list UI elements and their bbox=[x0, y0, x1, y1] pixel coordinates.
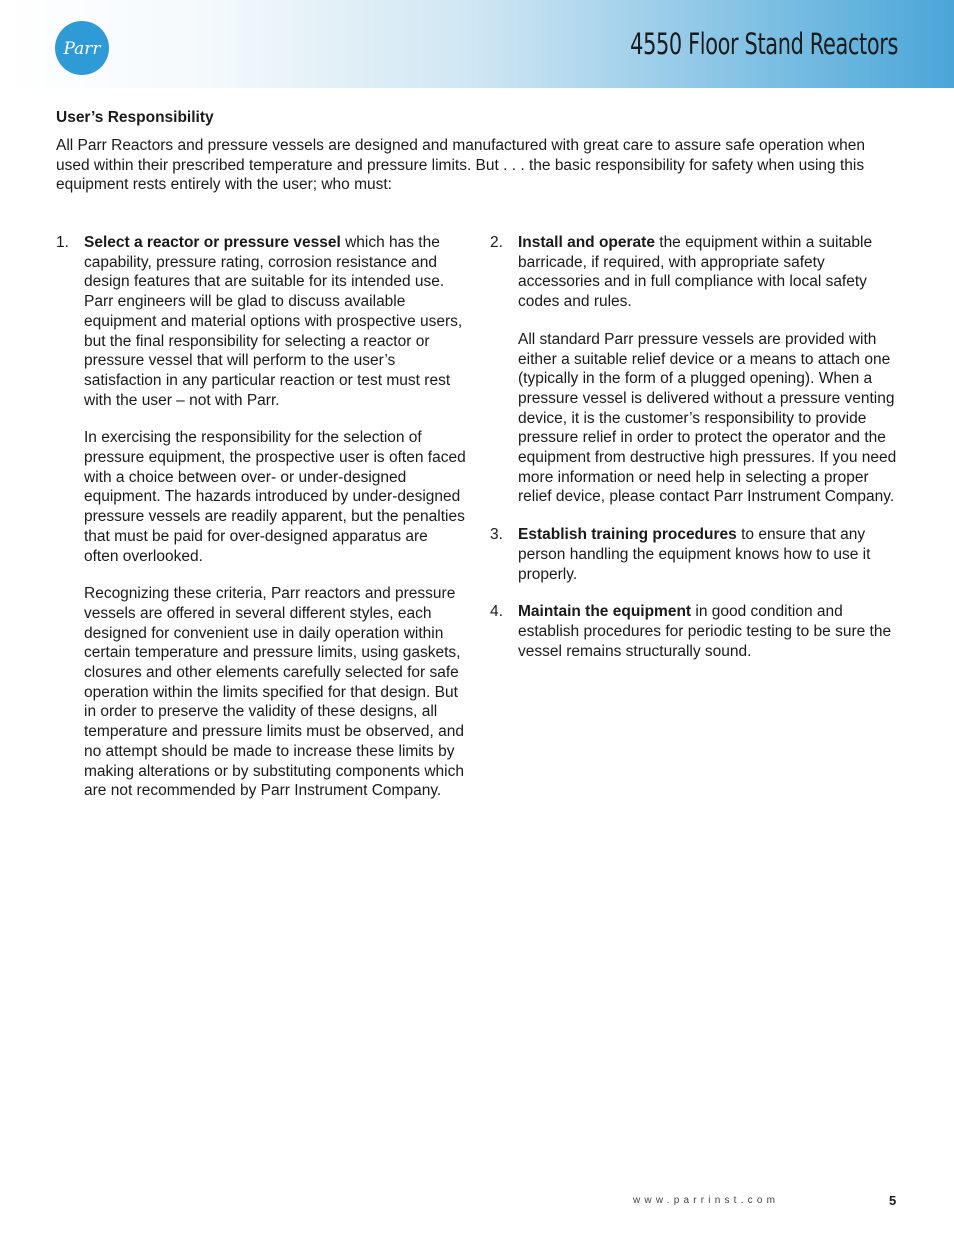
item-lead-paragraph bbox=[84, 233, 466, 410]
footer-url: www.parrinst.com bbox=[633, 1195, 780, 1206]
item-number: 4. bbox=[490, 603, 503, 621]
item-text: in good condition and establish procedures for periodic testing to be sure the vessel remains structurally sound. bbox=[518, 603, 892, 660]
parr-logo-icon bbox=[54, 20, 110, 76]
item-text: the equipment within a suitable barricade, if required, with appropriate safety accessories and in full compliance with local safety codes and rules. bbox=[518, 234, 873, 311]
page-number: 5 bbox=[889, 1193, 897, 1208]
item-number: 1. bbox=[56, 234, 69, 251]
left-column bbox=[56, 233, 466, 819]
item-lead: Select a reactor or pressure vessel bbox=[84, 234, 341, 251]
item-lead: Maintain the equipment bbox=[518, 603, 692, 621]
intro-paragraph: All Parr Reactors and pressure vessels are designed and manufactured with great care to assure safe operation when used within their prescribed temperature and pressure limits. But . . . the basic responsibility for safety when using this equipment rests entirely with the user; who must: bbox=[56, 137, 866, 193]
item-paragraph: In exercising the responsibility for the selection of pressure equipment, the prospective user is often faced with a choice between over- or under-designed equipment. The hazards introduced by under-designed pressure vessels are readily apparent, but the penalties that must be paid for over-designed apparatus are often overlooked. bbox=[84, 429, 466, 565]
section-heading: User’s Responsibility bbox=[56, 109, 214, 126]
item-lead-paragraph bbox=[518, 602, 900, 661]
item-lead: Install and operate bbox=[518, 234, 655, 251]
page-title: 4550 Floor Stand Reactors bbox=[630, 27, 898, 61]
item-paragraph: Recognizing these criteria, Parr reactors and pressure vessels are offered in several different styles, each designed for convenient use in daily operation within certain temperature and pressure limits, using gaskets, closures and other elements carefully selected for safe operation within the limits specified for that design. But in order to preserve the validity of these designs, all temperature and pressure limits must be observed, and no attempt should be made to increase these limits by making alterations or by substituting components which are not recommended by Parr Instrument Company. bbox=[84, 585, 464, 800]
logo-text: Parr bbox=[63, 39, 101, 59]
item-lead-paragraph bbox=[518, 233, 900, 312]
item-text: which has the capability, pressure rating, corrosion resistance and design features that are suitable for its intended use. Parr engineers will be glad to discuss available equipment and material options with prospective users, but the final responsibility for selecting a reactor or pressure vessel that will perform to the user’s satisfaction in any particular reaction or test must rest with the user – not with Parr. bbox=[84, 234, 463, 409]
page-header bbox=[0, 0, 954, 88]
responsibility-item-3 bbox=[490, 525, 900, 584]
item-paragraph: All standard Parr pressure vessels are provided with either a suitable relief device or a means to attach one (typically in the form of a plugged opening). When a pressure vessel is delivered without a pressure venting device, it is the customer’s responsibility to provide pressure relief in order to protect the operator and the equipment from destructive high pressures. If you need more information or need help in selecting a proper relief device, please contact Parr Instrument Company. bbox=[518, 330, 897, 506]
item-lead-paragraph bbox=[518, 525, 900, 584]
responsibility-item-4 bbox=[490, 602, 900, 661]
right-column bbox=[490, 233, 900, 679]
responsibility-item-1 bbox=[56, 233, 466, 801]
item-number: 3. bbox=[490, 526, 503, 544]
item-text: to ensure that any person handling the equipment knows how to use it properly. bbox=[518, 526, 871, 583]
item-lead: Establish training procedures bbox=[518, 526, 737, 544]
item-number: 2. bbox=[490, 234, 503, 251]
responsibility-item-2 bbox=[490, 233, 900, 507]
